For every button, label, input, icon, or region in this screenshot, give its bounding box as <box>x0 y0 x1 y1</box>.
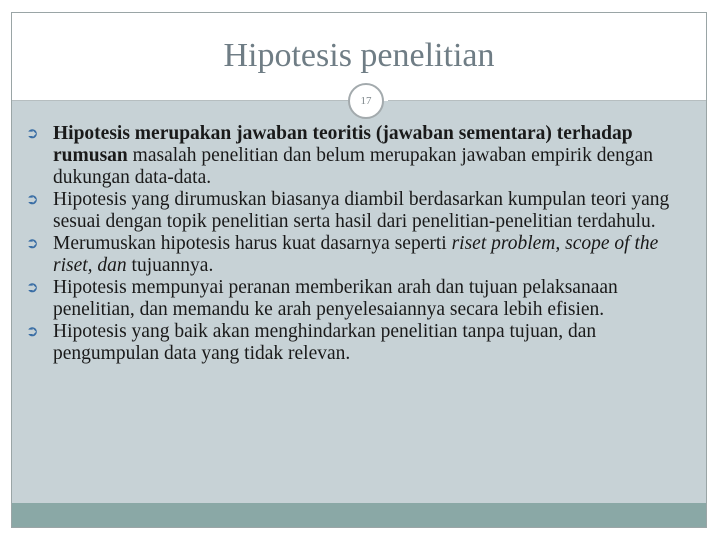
title-divider-left <box>12 100 348 101</box>
slide-title: Hipotesis penelitian <box>223 37 495 74</box>
bullet-text: riset problem, scope of the riset, dan <box>53 233 659 276</box>
slide <box>11 12 707 528</box>
curved-arrow-icon: ➲ <box>26 192 39 208</box>
bullet-text: Hipotesis yang baik akan menghindarkan penelitian tanpa tujuan, dan pengumpulan data yang tidak relevan. <box>53 321 597 364</box>
bullet-text: Hipotesis yang dirumuskan biasanya diambil berdasarkan kumpulan teori yang sesuai dengan topik penelitian serta hasil dari penelitian-penelitian terdahulu. <box>53 189 670 232</box>
bullet-text: tujuannya. <box>126 255 214 276</box>
curved-arrow-icon: ➲ <box>26 324 39 340</box>
bullet-list <box>20 123 690 365</box>
bullet-text: masalah penelitian dan belum merupakan jawaban empirik dengan dukungan data-data. <box>53 145 654 188</box>
bullet-item <box>20 321 690 365</box>
slide-number-badge <box>348 83 384 119</box>
bullet-text: Hipotesis mempunyai peranan memberikan arah dan tujuan pelaksanaan penelitian, dan memandu ke arah penyelesaiannya secara lebih efisien. <box>53 277 618 320</box>
bullet-text: Hipotesis merupakan jawaban teoritis (jawaban sementara) terhadap rumusan <box>53 123 633 166</box>
slide-number: 17 <box>360 95 372 107</box>
curved-arrow-icon: ➲ <box>26 280 39 296</box>
bullet-text: Merumuskan hipotesis harus kuat dasarnya seperti <box>53 233 452 254</box>
bullet-item <box>20 123 690 189</box>
title-divider-right <box>388 100 707 101</box>
bullet-item <box>20 277 690 321</box>
curved-arrow-icon: ➲ <box>26 126 39 142</box>
footer-bar <box>12 503 706 527</box>
curved-arrow-icon: ➲ <box>26 236 39 252</box>
bullet-item <box>20 189 690 233</box>
bullet-item <box>20 233 690 277</box>
